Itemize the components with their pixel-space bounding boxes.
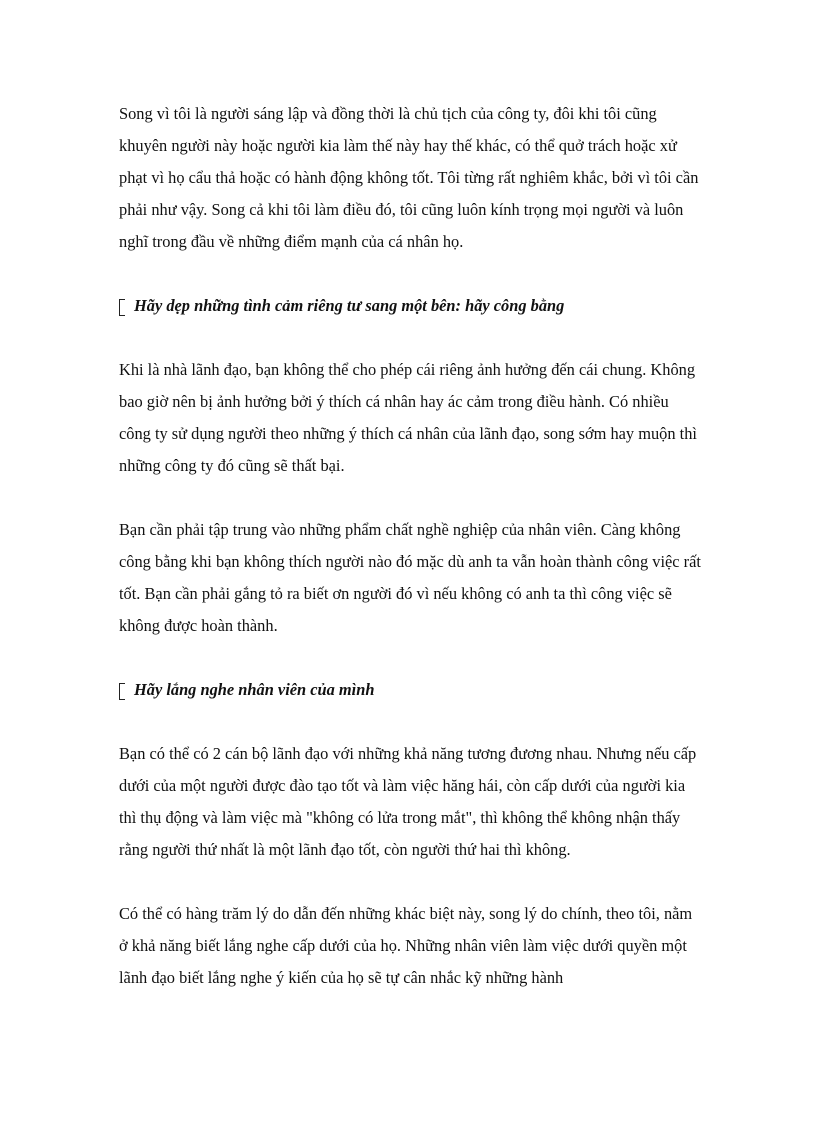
paragraph-3: Bạn cần phải tập trung vào những phẩm chất nghề nghiệp của nhân viên. Càng không công bằng khi bạn không thích người nào đó mặc dù anh ta vẫn hoàn thành công việc rất tốt. Bạn cần phải gắng tỏ ra biết ơn người đó vì nếu không có anh ta thì công việc sẽ không được hoàn thành. <box>119 520 701 635</box>
section-heading-listen <box>119 674 704 706</box>
paragraph-4: Bạn có thể có 2 cán bộ lãnh đạo với những khả năng tương đương nhau. Nhưng nếu cấp dưới của một người được đào tạo tốt và làm việc hăng hái, còn cấp dưới của người kia thì thụ động và làm việc mà "không có lửa trong mắt", thì không thể không nhận thấy rằng người thứ nhất là một lãnh đạo tốt, còn người thứ hai thì không. <box>119 744 697 859</box>
bracket-bullet-icon <box>119 683 125 700</box>
paragraph-1: Song vì tôi là người sáng lập và đồng thời là chủ tịch của công ty, đôi khi tôi cũng khuyên người này hoặc người kia làm thế này hay thế khác, có thể quở trách hoặc xử phạt vì họ cẩu thả hoặc có hành động không tốt. Tôi từng rất nghiêm khắc, bởi vì tôi cần phải như vậy. Song cả khi tôi làm điều đó, tôi cũng luôn kính trọng mọi người và luôn nghĩ trong đầu về những điểm mạnh của cá nhân họ. <box>119 104 699 251</box>
section-heading-fairness <box>119 290 704 322</box>
paragraph-5: Có thể có hàng trăm lý do dẫn đến những khác biệt này, song lý do chính, theo tôi, nằm ở khả năng biết lắng nghe cấp dưới của họ. Những nhân viên làm việc dưới quyền một lãnh đạo biết lắng nghe ý kiến của họ sẽ tự cân nhắc kỹ những hành <box>119 904 693 987</box>
bracket-bullet-icon <box>119 299 125 316</box>
paragraph-2: Khi là nhà lãnh đạo, bạn không thể cho phép cái riêng ảnh hưởng đến cái chung. Không bao giờ nên bị ảnh hưởng bởi ý thích cá nhân hay ác cảm trong điều hành. Có nhiều công ty sử dụng người theo những ý thích cá nhân của lãnh đạo, song sớm hay muộn thì những công ty đó cũng sẽ thất bại. <box>119 360 697 475</box>
document-body <box>119 98 704 1026</box>
section-heading-text: Hãy lắng nghe nhân viên của mình <box>134 680 375 699</box>
section-heading-text: Hãy dẹp những tình cảm riêng tư sang một bên: hãy công bằng <box>134 296 565 315</box>
